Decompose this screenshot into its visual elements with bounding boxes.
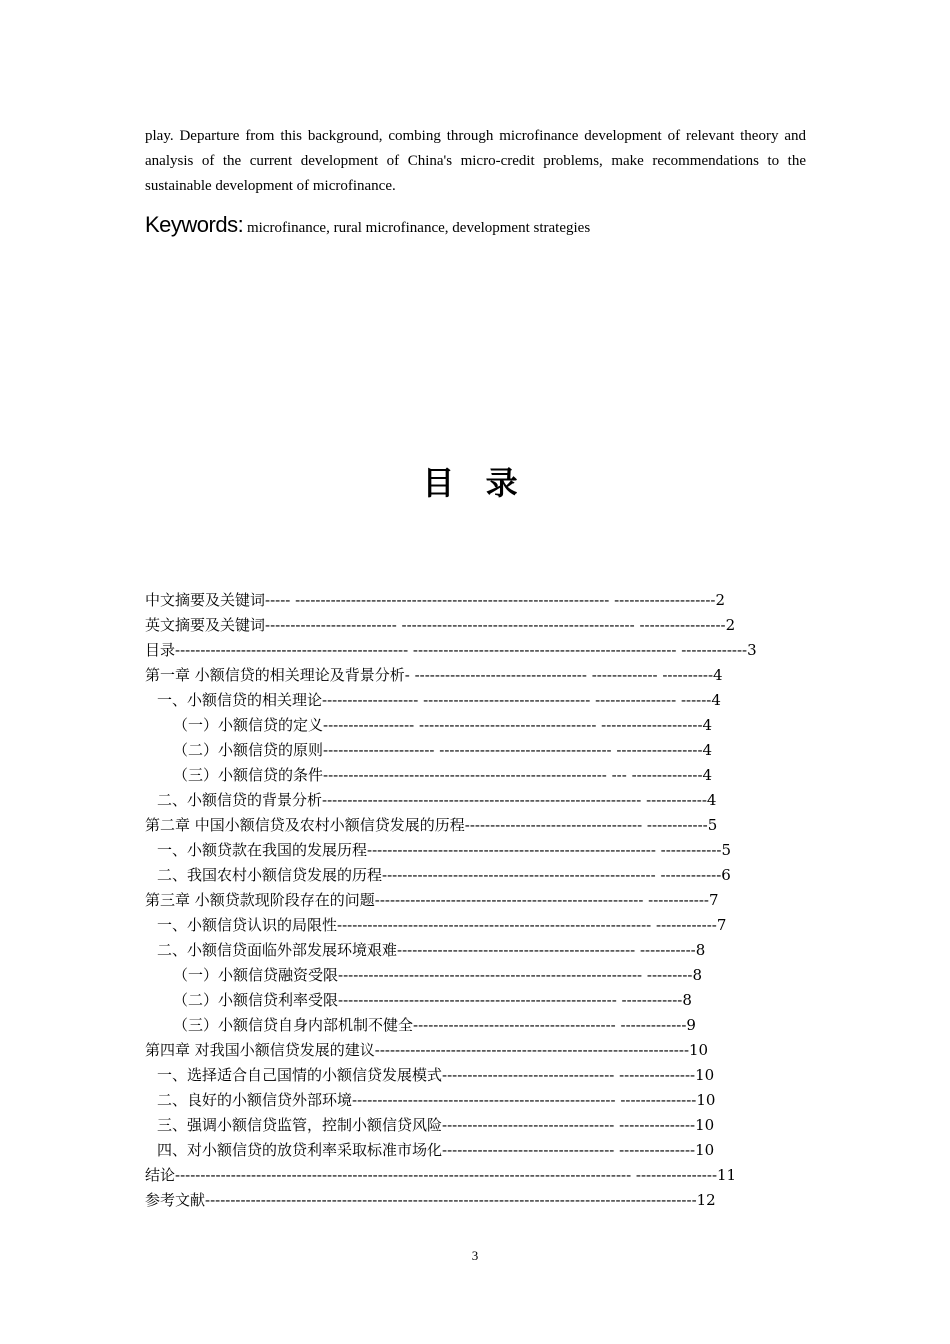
toc-entry-text: 一、小额信贷的相关理论------------------- --------------------------------- ---------------- ------4 [157, 691, 721, 709]
page-number: 3 [471, 1248, 479, 1263]
toc-entry[interactable] [145, 1038, 795, 1063]
toc-entry[interactable] [145, 863, 795, 888]
toc-entry[interactable] [145, 1063, 795, 1088]
toc-entry-text: 第三章 小额贷款现阶段存在的问题----------------------------------------------------- ------------7 [145, 891, 719, 909]
toc-entry[interactable] [145, 588, 795, 613]
toc-entry[interactable] [145, 613, 795, 638]
toc-entry-text: 二、小额信贷的背景分析--------------------------------------------------------------- ------------4 [157, 791, 717, 809]
toc-entry-text: 参考文献-------------------------------------------------------------------------------------------------12 [145, 1191, 716, 1209]
toc-entry-text: （三）小额信贷的条件-------------------------------------------------------- --- --------------4 [173, 766, 713, 784]
toc-entry-text: （一）小额信贷融资受限------------------------------------------------------------ ---------8 [173, 966, 703, 984]
toc-entry[interactable] [145, 913, 795, 938]
toc-entry[interactable] [145, 1088, 795, 1113]
toc-entry-text: （三）小额信贷自身内部机制不健全---------------------------------------- -------------9 [173, 1016, 696, 1034]
toc-entry[interactable] [145, 1138, 795, 1163]
toc-entry[interactable] [145, 938, 795, 963]
toc-entry[interactable] [145, 663, 795, 688]
toc-entry[interactable] [145, 813, 795, 838]
toc-entry-text: 二、我国农村小额信贷发展的历程------------------------------------------------------ ------------6 [157, 866, 731, 884]
toc-entry-text: 一、小额贷款在我国的发展历程--------------------------------------------------------- ------------5 [157, 841, 732, 859]
toc-entry-text: 第一章 小额信贷的相关理论及背景分析- ---------------------------------- ------------- ----------4 [145, 666, 723, 684]
toc-entry[interactable] [145, 963, 795, 988]
toc-entry-text: （一）小额信贷的定义------------------ ----------------------------------- --------------------4 [173, 716, 713, 734]
toc-entry-text: 四、对小额信贷的放贷利率采取标准市场化---------------------------------- ---------------10 [157, 1141, 715, 1159]
toc-entry[interactable] [145, 763, 795, 788]
toc-entry[interactable] [145, 713, 795, 738]
toc-entry-text: 中文摘要及关键词----- -------------------------------------------------------------- --------------------2 [145, 591, 726, 609]
toc-entry[interactable] [145, 688, 795, 713]
abstract-paragraph: play. Departure from this background, combing through microfinance development of relevant theory and analysis of the current development of China's micro-credit problems, make recommendations to the sustainable development of microfinance. [145, 128, 806, 194]
toc-entry-text: 二、良好的小额信贷外部环境---------------------------------------------------- ---------------10 [157, 1091, 716, 1109]
toc-entry-text: 英文摘要及关键词-------------------------- ---------------------------------------------- -----------------2 [145, 616, 736, 634]
toc-entry-text: 目录---------------------------------------------- ---------------------------------------------------- -------------3 [145, 641, 757, 659]
keywords-line [145, 210, 806, 243]
table-of-contents [145, 588, 795, 1213]
toc-entry-text: 一、小额信贷认识的局限性-------------------------------------------------------------- ------------7 [157, 916, 727, 934]
toc-entry[interactable] [145, 638, 795, 663]
toc-entry[interactable] [145, 788, 795, 813]
keywords-label: Keywords: [145, 212, 244, 237]
keywords-value: microfinance, rural microfinance, development strategies [246, 220, 591, 236]
toc-entry-text: 三、强调小额信贷监管，控制小额信贷风险---------------------------------- ---------------10 [157, 1116, 715, 1134]
toc-entry-text: 二、小额信贷面临外部发展环境艰难----------------------------------------------- -----------8 [157, 941, 706, 959]
toc-entry[interactable] [145, 838, 795, 863]
toc-entry-text: 结论------------------------------------------------------------------------------------------ ----------------11 [145, 1166, 737, 1184]
toc-entry[interactable] [145, 988, 795, 1013]
toc-entry[interactable] [145, 738, 795, 763]
toc-entry-text: 第二章 中国小额信贷及农村小额信贷发展的历程----------------------------------- ------------5 [145, 816, 718, 834]
toc-title: 目 录 [422, 464, 528, 502]
toc-entry[interactable] [145, 1188, 795, 1213]
toc-entry-text: （二）小额信贷利率受限------------------------------------------------------- ------------8 [173, 991, 692, 1009]
toc-entry-text: （二）小额信贷的原则---------------------- ---------------------------------- -----------------4 [173, 741, 713, 759]
toc-entry-text: 一、选择适合自己国情的小额信贷发展模式---------------------------------- ---------------10 [157, 1066, 715, 1084]
toc-entry-text: 第四章 对我国小额信贷发展的建议--------------------------------------------------------------10 [145, 1041, 709, 1059]
toc-entry[interactable] [145, 1163, 795, 1188]
toc-entry[interactable] [145, 1113, 795, 1138]
toc-entry[interactable] [145, 888, 795, 913]
toc-entry[interactable] [145, 1013, 795, 1038]
